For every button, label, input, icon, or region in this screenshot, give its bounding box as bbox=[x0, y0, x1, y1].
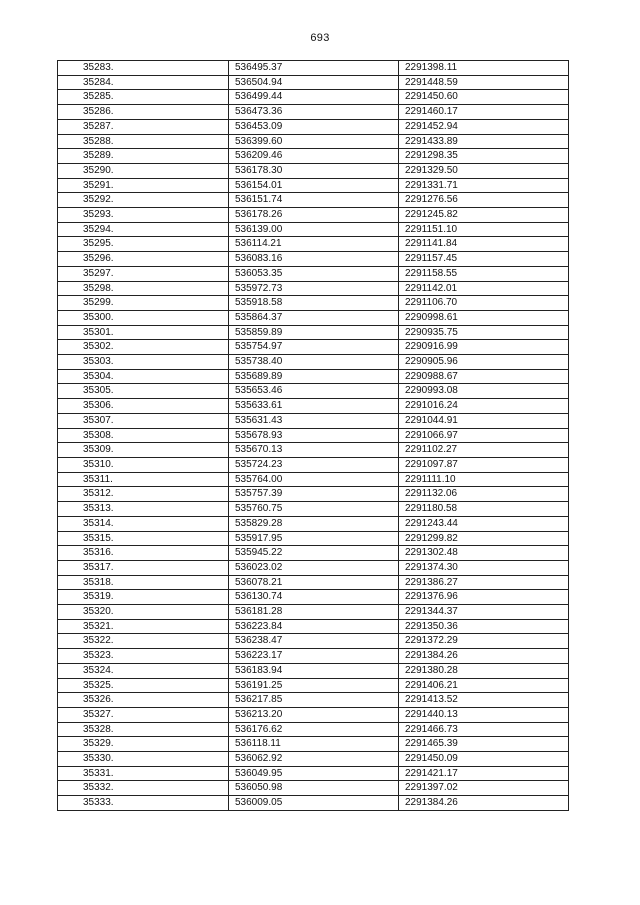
table-row bbox=[58, 296, 569, 311]
point-id-cell: 35312. bbox=[58, 487, 229, 502]
point-id-cell: 35317. bbox=[58, 560, 229, 575]
table-row bbox=[58, 560, 569, 575]
y-coordinate-cell: 2290988.67 bbox=[399, 369, 569, 384]
point-id-cell: 35296. bbox=[58, 252, 229, 267]
y-coordinate-cell: 2291132.06 bbox=[399, 487, 569, 502]
table-row bbox=[58, 90, 569, 105]
x-coordinate-cell: 536209.46 bbox=[229, 149, 399, 164]
point-id-cell: 35294. bbox=[58, 222, 229, 237]
table-row bbox=[58, 796, 569, 811]
y-coordinate-cell: 2291180.58 bbox=[399, 502, 569, 517]
x-coordinate-cell: 535764.00 bbox=[229, 472, 399, 487]
y-coordinate-cell: 2291066.97 bbox=[399, 428, 569, 443]
table-row bbox=[58, 457, 569, 472]
x-coordinate-cell: 535689.89 bbox=[229, 369, 399, 384]
y-coordinate-cell: 2291448.59 bbox=[399, 75, 569, 90]
y-coordinate-cell: 2291097.87 bbox=[399, 457, 569, 472]
y-coordinate-cell: 2291384.26 bbox=[399, 796, 569, 811]
y-coordinate-cell: 2290993.08 bbox=[399, 384, 569, 399]
x-coordinate-cell: 535653.46 bbox=[229, 384, 399, 399]
x-coordinate-cell: 535757.39 bbox=[229, 487, 399, 502]
table-row bbox=[58, 134, 569, 149]
point-id-cell: 35316. bbox=[58, 546, 229, 561]
point-id-cell: 35329. bbox=[58, 737, 229, 752]
x-coordinate-cell: 536181.28 bbox=[229, 605, 399, 620]
x-coordinate-cell: 536154.01 bbox=[229, 178, 399, 193]
table-row bbox=[58, 310, 569, 325]
x-coordinate-cell: 535945.22 bbox=[229, 546, 399, 561]
y-coordinate-cell: 2291440.13 bbox=[399, 707, 569, 722]
point-id-cell: 35315. bbox=[58, 531, 229, 546]
x-coordinate-cell: 536217.85 bbox=[229, 693, 399, 708]
point-id-cell: 35286. bbox=[58, 105, 229, 120]
x-coordinate-cell: 536399.60 bbox=[229, 134, 399, 149]
point-id-cell: 35309. bbox=[58, 443, 229, 458]
x-coordinate-cell: 535972.73 bbox=[229, 281, 399, 296]
x-coordinate-cell: 536078.21 bbox=[229, 575, 399, 590]
x-coordinate-cell: 536083.16 bbox=[229, 252, 399, 267]
x-coordinate-cell: 536178.30 bbox=[229, 163, 399, 178]
x-coordinate-cell: 536130.74 bbox=[229, 590, 399, 605]
table-row bbox=[58, 105, 569, 120]
table-row bbox=[58, 707, 569, 722]
point-id-cell: 35332. bbox=[58, 781, 229, 796]
x-coordinate-cell: 535678.93 bbox=[229, 428, 399, 443]
point-id-cell: 35307. bbox=[58, 413, 229, 428]
point-id-cell: 35295. bbox=[58, 237, 229, 252]
table-row bbox=[58, 516, 569, 531]
table-row bbox=[58, 663, 569, 678]
table-row bbox=[58, 266, 569, 281]
y-coordinate-cell: 2291386.27 bbox=[399, 575, 569, 590]
x-coordinate-cell: 535918.58 bbox=[229, 296, 399, 311]
y-coordinate-cell: 2291376.96 bbox=[399, 590, 569, 605]
table-row bbox=[58, 149, 569, 164]
table-row bbox=[58, 472, 569, 487]
point-id-cell: 35285. bbox=[58, 90, 229, 105]
y-coordinate-cell: 2290935.75 bbox=[399, 325, 569, 340]
x-coordinate-cell: 535633.61 bbox=[229, 399, 399, 414]
point-id-cell: 35290. bbox=[58, 163, 229, 178]
y-coordinate-cell: 2291016.24 bbox=[399, 399, 569, 414]
y-coordinate-cell: 2291276.56 bbox=[399, 193, 569, 208]
y-coordinate-cell: 2291106.70 bbox=[399, 296, 569, 311]
point-id-cell: 35319. bbox=[58, 590, 229, 605]
x-coordinate-cell: 536176.62 bbox=[229, 722, 399, 737]
x-coordinate-cell: 536178.26 bbox=[229, 208, 399, 223]
point-id-cell: 35298. bbox=[58, 281, 229, 296]
point-id-cell: 35300. bbox=[58, 310, 229, 325]
point-id-cell: 35291. bbox=[58, 178, 229, 193]
x-coordinate-cell: 536238.47 bbox=[229, 634, 399, 649]
table-row bbox=[58, 61, 569, 76]
table-row bbox=[58, 678, 569, 693]
x-coordinate-cell: 535670.13 bbox=[229, 443, 399, 458]
point-id-cell: 35323. bbox=[58, 649, 229, 664]
table-row bbox=[58, 222, 569, 237]
table-row bbox=[58, 399, 569, 414]
y-coordinate-cell: 2291460.17 bbox=[399, 105, 569, 120]
x-coordinate-cell: 535754.97 bbox=[229, 340, 399, 355]
table-row bbox=[58, 531, 569, 546]
y-coordinate-cell: 2291397.02 bbox=[399, 781, 569, 796]
x-coordinate-cell: 535738.40 bbox=[229, 355, 399, 370]
table-row bbox=[58, 428, 569, 443]
table-row bbox=[58, 693, 569, 708]
point-id-cell: 35325. bbox=[58, 678, 229, 693]
x-coordinate-cell: 536191.25 bbox=[229, 678, 399, 693]
coordinate-table-body bbox=[58, 61, 569, 811]
y-coordinate-cell: 2291157.45 bbox=[399, 252, 569, 267]
point-id-cell: 35302. bbox=[58, 340, 229, 355]
x-coordinate-cell: 536183.94 bbox=[229, 663, 399, 678]
coordinate-table bbox=[57, 60, 569, 811]
table-row bbox=[58, 119, 569, 134]
point-id-cell: 35320. bbox=[58, 605, 229, 620]
table-row bbox=[58, 619, 569, 634]
table-row bbox=[58, 781, 569, 796]
point-id-cell: 35287. bbox=[58, 119, 229, 134]
x-coordinate-cell: 536009.05 bbox=[229, 796, 399, 811]
table-row bbox=[58, 634, 569, 649]
table-row bbox=[58, 369, 569, 384]
x-coordinate-cell: 536114.21 bbox=[229, 237, 399, 252]
y-coordinate-cell: 2291142.01 bbox=[399, 281, 569, 296]
table-row bbox=[58, 208, 569, 223]
x-coordinate-cell: 536213.20 bbox=[229, 707, 399, 722]
y-coordinate-cell: 2291413.52 bbox=[399, 693, 569, 708]
point-id-cell: 35299. bbox=[58, 296, 229, 311]
x-coordinate-cell: 536495.37 bbox=[229, 61, 399, 76]
x-coordinate-cell: 536049.95 bbox=[229, 766, 399, 781]
point-id-cell: 35293. bbox=[58, 208, 229, 223]
table-row bbox=[58, 75, 569, 90]
y-coordinate-cell: 2291102.27 bbox=[399, 443, 569, 458]
y-coordinate-cell: 2291243.44 bbox=[399, 516, 569, 531]
point-id-cell: 35310. bbox=[58, 457, 229, 472]
point-id-cell: 35292. bbox=[58, 193, 229, 208]
x-coordinate-cell: 535724.23 bbox=[229, 457, 399, 472]
x-coordinate-cell: 536050.98 bbox=[229, 781, 399, 796]
y-coordinate-cell: 2291158.55 bbox=[399, 266, 569, 281]
table-row bbox=[58, 384, 569, 399]
x-coordinate-cell: 536053.35 bbox=[229, 266, 399, 281]
x-coordinate-cell: 535859.89 bbox=[229, 325, 399, 340]
table-row bbox=[58, 237, 569, 252]
table-row bbox=[58, 163, 569, 178]
y-coordinate-cell: 2291111.10 bbox=[399, 472, 569, 487]
point-id-cell: 35328. bbox=[58, 722, 229, 737]
y-coordinate-cell: 2291329.50 bbox=[399, 163, 569, 178]
table-row bbox=[58, 546, 569, 561]
x-coordinate-cell: 536223.17 bbox=[229, 649, 399, 664]
point-id-cell: 35284. bbox=[58, 75, 229, 90]
point-id-cell: 35283. bbox=[58, 61, 229, 76]
table-row bbox=[58, 766, 569, 781]
point-id-cell: 35333. bbox=[58, 796, 229, 811]
point-id-cell: 35297. bbox=[58, 266, 229, 281]
table-row bbox=[58, 737, 569, 752]
point-id-cell: 35327. bbox=[58, 707, 229, 722]
point-id-cell: 35322. bbox=[58, 634, 229, 649]
point-id-cell: 35324. bbox=[58, 663, 229, 678]
point-id-cell: 35314. bbox=[58, 516, 229, 531]
y-coordinate-cell: 2291350.36 bbox=[399, 619, 569, 634]
point-id-cell: 35301. bbox=[58, 325, 229, 340]
y-coordinate-cell: 2291421.17 bbox=[399, 766, 569, 781]
x-coordinate-cell: 536453.09 bbox=[229, 119, 399, 134]
x-coordinate-cell: 536504.94 bbox=[229, 75, 399, 90]
x-coordinate-cell: 536499.44 bbox=[229, 90, 399, 105]
table-row bbox=[58, 443, 569, 458]
y-coordinate-cell: 2291384.26 bbox=[399, 649, 569, 664]
point-id-cell: 35326. bbox=[58, 693, 229, 708]
y-coordinate-cell: 2290905.96 bbox=[399, 355, 569, 370]
point-id-cell: 35321. bbox=[58, 619, 229, 634]
table-row bbox=[58, 281, 569, 296]
x-coordinate-cell: 536023.02 bbox=[229, 560, 399, 575]
x-coordinate-cell: 535631.43 bbox=[229, 413, 399, 428]
y-coordinate-cell: 2291044.91 bbox=[399, 413, 569, 428]
table-row bbox=[58, 605, 569, 620]
x-coordinate-cell: 535917.95 bbox=[229, 531, 399, 546]
y-coordinate-cell: 2291450.09 bbox=[399, 752, 569, 767]
point-id-cell: 35318. bbox=[58, 575, 229, 590]
table-row bbox=[58, 178, 569, 193]
x-coordinate-cell: 536223.84 bbox=[229, 619, 399, 634]
x-coordinate-cell: 536139.00 bbox=[229, 222, 399, 237]
y-coordinate-cell: 2291344.37 bbox=[399, 605, 569, 620]
point-id-cell: 35311. bbox=[58, 472, 229, 487]
y-coordinate-cell: 2291433.89 bbox=[399, 134, 569, 149]
point-id-cell: 35331. bbox=[58, 766, 229, 781]
table-row bbox=[58, 193, 569, 208]
y-coordinate-cell: 2291299.82 bbox=[399, 531, 569, 546]
point-id-cell: 35304. bbox=[58, 369, 229, 384]
y-coordinate-cell: 2290998.61 bbox=[399, 310, 569, 325]
table-row bbox=[58, 590, 569, 605]
y-coordinate-cell: 2290916.99 bbox=[399, 340, 569, 355]
point-id-cell: 35289. bbox=[58, 149, 229, 164]
table-row bbox=[58, 722, 569, 737]
x-coordinate-cell: 535864.37 bbox=[229, 310, 399, 325]
y-coordinate-cell: 2291141.84 bbox=[399, 237, 569, 252]
x-coordinate-cell: 536473.36 bbox=[229, 105, 399, 120]
point-id-cell: 35303. bbox=[58, 355, 229, 370]
point-id-cell: 35288. bbox=[58, 134, 229, 149]
y-coordinate-cell: 2291331.71 bbox=[399, 178, 569, 193]
point-id-cell: 35306. bbox=[58, 399, 229, 414]
y-coordinate-cell: 2291466.73 bbox=[399, 722, 569, 737]
x-coordinate-cell: 535829.28 bbox=[229, 516, 399, 531]
table-row bbox=[58, 649, 569, 664]
point-id-cell: 35308. bbox=[58, 428, 229, 443]
x-coordinate-cell: 536151.74 bbox=[229, 193, 399, 208]
y-coordinate-cell: 2291151.10 bbox=[399, 222, 569, 237]
table-row bbox=[58, 355, 569, 370]
table-row bbox=[58, 487, 569, 502]
table-row bbox=[58, 752, 569, 767]
y-coordinate-cell: 2291245.82 bbox=[399, 208, 569, 223]
table-row bbox=[58, 575, 569, 590]
table-row bbox=[58, 340, 569, 355]
y-coordinate-cell: 2291298.35 bbox=[399, 149, 569, 164]
point-id-cell: 35313. bbox=[58, 502, 229, 517]
x-coordinate-cell: 536062.92 bbox=[229, 752, 399, 767]
y-coordinate-cell: 2291372.29 bbox=[399, 634, 569, 649]
y-coordinate-cell: 2291450.60 bbox=[399, 90, 569, 105]
table-row bbox=[58, 502, 569, 517]
x-coordinate-cell: 536118.11 bbox=[229, 737, 399, 752]
y-coordinate-cell: 2291302.48 bbox=[399, 546, 569, 561]
table-row bbox=[58, 325, 569, 340]
y-coordinate-cell: 2291374.30 bbox=[399, 560, 569, 575]
point-id-cell: 35330. bbox=[58, 752, 229, 767]
table-row bbox=[58, 252, 569, 267]
y-coordinate-cell: 2291380.28 bbox=[399, 663, 569, 678]
y-coordinate-cell: 2291398.11 bbox=[399, 61, 569, 76]
y-coordinate-cell: 2291452.94 bbox=[399, 119, 569, 134]
point-id-cell: 35305. bbox=[58, 384, 229, 399]
y-coordinate-cell: 2291465.39 bbox=[399, 737, 569, 752]
x-coordinate-cell: 535760.75 bbox=[229, 502, 399, 517]
y-coordinate-cell: 2291406.21 bbox=[399, 678, 569, 693]
table-row bbox=[58, 413, 569, 428]
page-number: 693 bbox=[310, 32, 330, 44]
